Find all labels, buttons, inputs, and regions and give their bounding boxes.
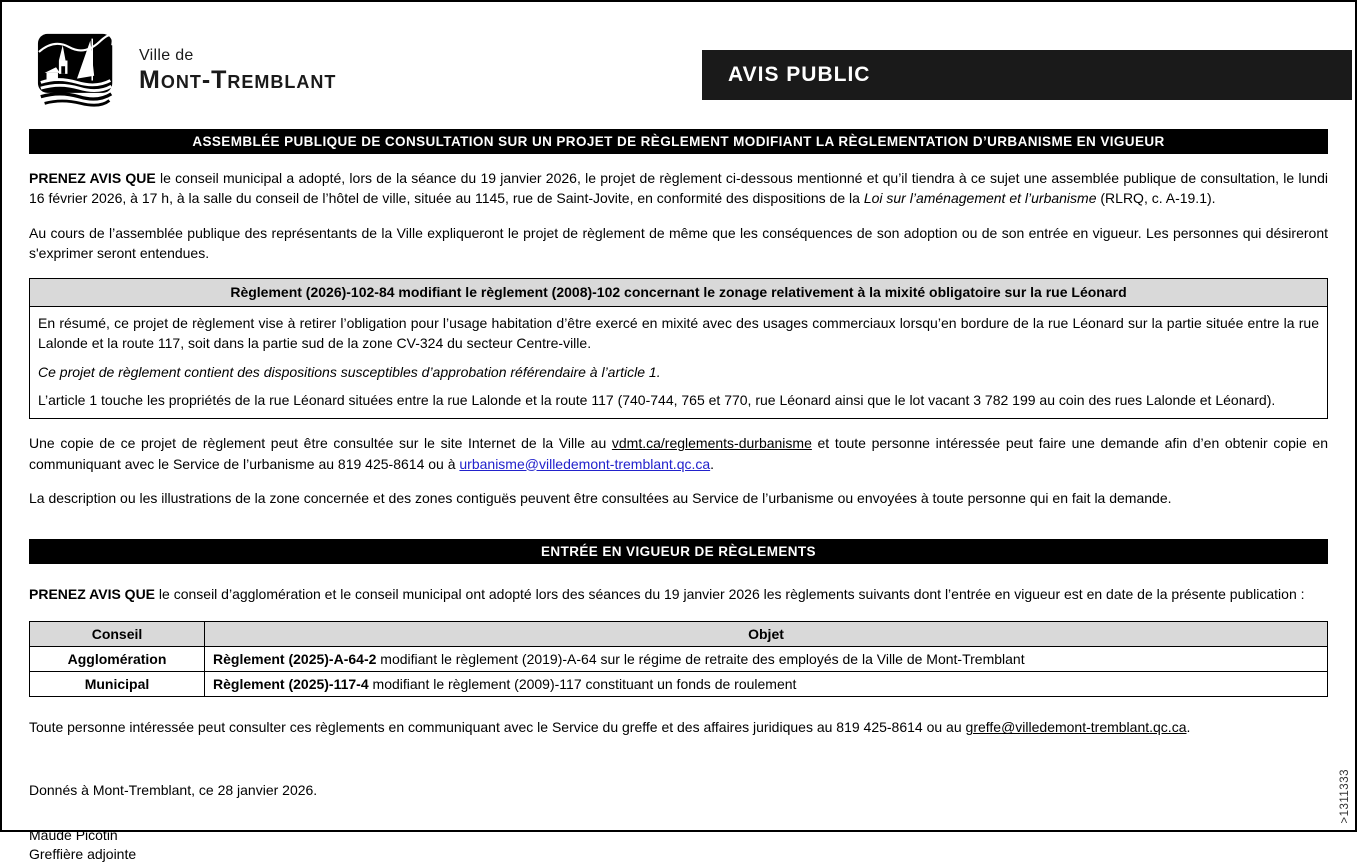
avis-public-banner — [702, 50, 1352, 100]
reglement-summary-p1: En résumé, ce projet de règlement vise à retirer l’obligation pour l’usage habitation d’être exercé en mixité avec des usages commerciaux lorsqu’en bordure de la rue Léonard sur la partie située entre la rue Lalonde et la route 117, soit dans la partie sud de la zone CV-324 du secteur Centre-ville. — [38, 315, 1319, 352]
paragraph-text: le conseil municipal a adopté, lors de la séance du 19 janvier 2026, le projet de règlement ci-dessous mentionné et qu’il tiendra à ce sujet une assemblée publique de consultation, le lundi 16 février 2026, à 17 h, à la salle du conseil de l’hôtel de ville, située au 1145, rue de Saint-Jovite, en conformité des dispositions de la — [29, 170, 1328, 207]
reglement-description: modifiant le règlement (2019)-A-64 sur le régime de retraite des employés de la Ville de Mont-Tremblant — [376, 651, 1025, 668]
reglement-summary-box — [29, 307, 1328, 419]
urbanisme-email-link[interactable]: urbanisme@villedemont-tremblant.qc.ca — [459, 455, 711, 472]
paragraph-text: . — [1186, 719, 1191, 736]
paragraph-text: Une copie de ce projet de règlement peut être consultée sur le site Internet de la Ville au — [29, 435, 612, 452]
reglements-table — [29, 621, 1328, 697]
section2-paragraph-2 — [29, 717, 1328, 737]
table-header-objet: Objet — [205, 622, 1328, 647]
signature-name: Maude Picotin — [29, 826, 118, 843]
header — [2, 2, 1355, 120]
signature-block — [29, 826, 1328, 865]
paragraph-text: et toute personne intéressée peut faire une demande afin d’en obtenir copie en communiquant avec le Service de l’urbanisme au 819 425-8614 ou à — [29, 435, 1328, 472]
section2-paragraph-1 — [29, 584, 1328, 604]
section1-paragraph-2: Au cours de l’assemblée publique des représentants de la Ville expliqueront le projet de règlement de même que les conséquences de son adoption ou de son entrée en vigueur. Les personnes qui désireront s'exprimer seront entendues. — [29, 224, 1328, 261]
table-row — [30, 647, 1328, 672]
section1-paragraph-1 — [29, 168, 1328, 209]
reglements-durbanisme-link[interactable]: vdmt.ca/reglements-durbanisme — [611, 435, 812, 452]
dated-line: Donnés à Mont-Tremblant, ce 28 janvier 2026. — [29, 781, 318, 798]
section2-title: ENTRÉE EN VIGUEUR DE RÈGLEMENTS — [541, 544, 816, 560]
publication-ref-number: >1311333 — [1339, 769, 1351, 824]
paragraph-text: le conseil d’agglomération et le conseil municipal ont adopté lors des séances du 19 janvier 2026 les règlements suivants dont l’entrée en vigueur est en date de la présente publication : — [155, 586, 1305, 603]
reglement-title: Règlement (2026)-102-84 modifiant le règlement (2008)-102 concernant le zonage relativement à la mixité obligatoire sur la rue Léonard — [230, 284, 1127, 301]
paragraph-text: Toute personne intéressée peut consulter ces règlements en communiquant avec le Service du greffe et des affaires juridiques au 819 425-8614 ou au — [29, 719, 966, 736]
table-header-row — [30, 622, 1328, 647]
city-name-prefix: Ville de — [139, 47, 194, 64]
greffe-email-link[interactable]: greffe@villedemont-tremblant.qc.ca — [965, 719, 1187, 736]
mont-tremblant-logo-icon — [37, 32, 117, 110]
notice-content — [29, 129, 1328, 865]
table-cell-conseil: Municipal — [30, 672, 205, 697]
avis-public-label: AVIS PUBLIC — [728, 63, 871, 86]
law-title-italic: Loi sur l’aménagement et l’urbanisme — [863, 190, 1097, 207]
reglement-number: Règlement (2025)-A-64-2 — [213, 651, 377, 668]
city-logo — [37, 32, 336, 110]
paragraph-text: . — [710, 455, 715, 472]
reglement-summary-p2-italic: Ce projet de règlement contient des dispositions susceptibles d’approbation référendaire à l’article 1. — [38, 363, 661, 380]
prenez-avis-label: PRENEZ AVIS QUE — [29, 586, 156, 603]
reglement-number: Règlement (2025)-117-4 — [213, 676, 369, 693]
section1-paragraph-3 — [29, 433, 1328, 474]
signature-title: Greffière adjointe — [29, 846, 137, 863]
section1-title-banner — [29, 129, 1328, 154]
reglement-summary-p3: L’article 1 touche les propriétés de la rue Léonard situées entre la rue Lalonde et la route 117 (740-744, 765 et 770, rue Léonard ainsi que le lot vacant 3 782 199 au coin des rues Lalonde et Léonard). — [38, 391, 1276, 408]
section1-paragraph-4: La description ou les illustrations de la zone concernée et des zones contiguës peuvent être consultées au Service de l’urbanisme ou envoyées à toute personne qui en fait la demande. — [29, 489, 1172, 506]
table-row — [30, 672, 1328, 697]
section2-title-banner — [29, 539, 1328, 564]
table-header-conseil: Conseil — [30, 622, 205, 647]
table-cell-objet — [205, 672, 1328, 697]
prenez-avis-label: PRENEZ AVIS QUE — [29, 170, 156, 186]
paragraph-text: (RLRQ, c. A-19.1). — [1096, 190, 1216, 207]
city-name — [139, 47, 336, 95]
section1-title: ASSEMBLÉE PUBLIQUE DE CONSULTATION SUR UN PROJET DE RÈGLEMENT MODIFIANT LA RÈGLEMENTATION D’URBANISME EN VIGUEUR — [192, 134, 1165, 149]
reglement-description: modifiant le règlement (2009)-117 constituant un fonds de roulement — [368, 676, 797, 693]
table-cell-conseil: Agglomération — [30, 647, 205, 672]
reglement-title-box — [29, 278, 1328, 307]
city-name-main: Mont-Tremblant — [139, 66, 337, 94]
table-cell-objet — [205, 647, 1328, 672]
